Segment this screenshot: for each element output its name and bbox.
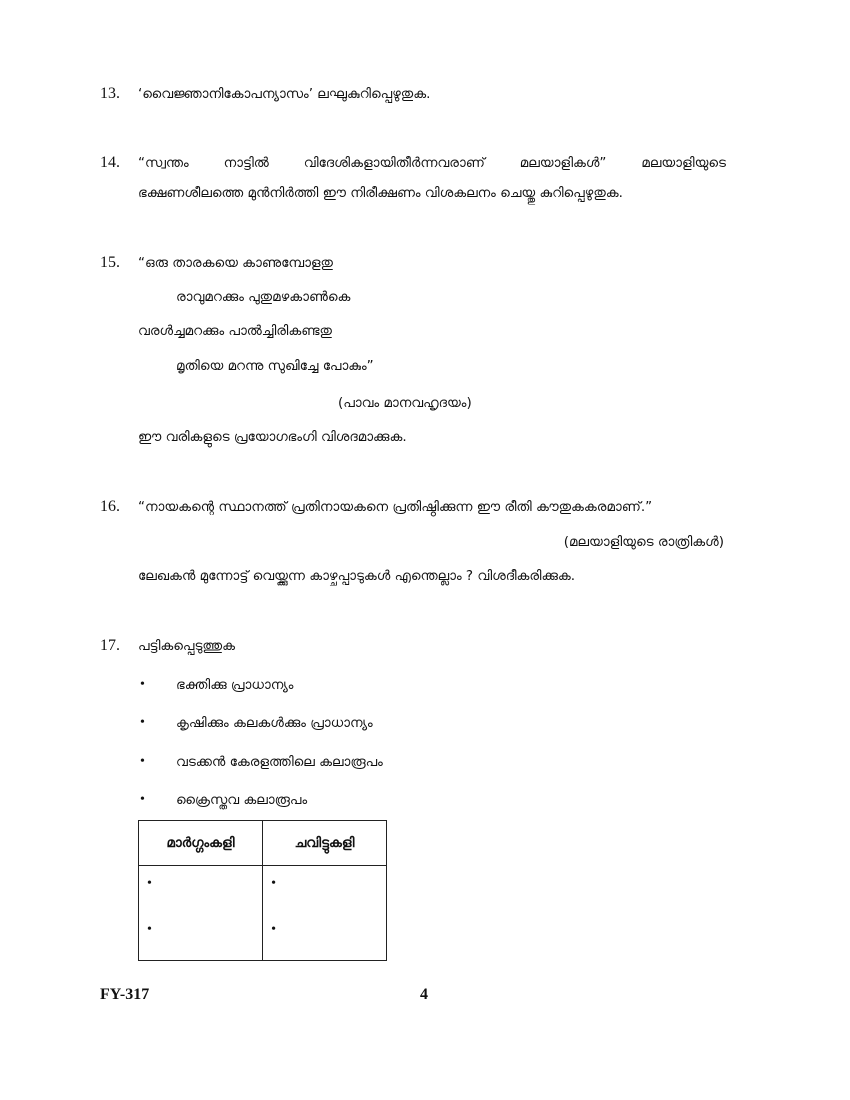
q17-item-1: ഭക്തിക്കു പ്രാധാന്യം bbox=[176, 677, 294, 693]
q15-poem-line1: “ഒരു താരകയെ കാണുമ്പോളതു bbox=[138, 255, 333, 271]
q14-line1 bbox=[138, 155, 726, 171]
q15-poem-line4: മൃതിയെ മറന്നു സുഖിച്ചേ പോകും” bbox=[176, 358, 374, 374]
q16-quote: “നായകന്റെ സ്ഥാനത്ത് പ്രതിനായകനെ പ്രതിഷ്ഠിക്കുന്ന ഈ രീതി കൗതുകകരമാണ്.” bbox=[138, 499, 653, 515]
table-row bbox=[139, 866, 387, 961]
q16-source: (മലയാളിയുടെ രാത്രികൾ) bbox=[563, 534, 724, 550]
q17-answer-table bbox=[138, 820, 387, 961]
q16-number: 16. bbox=[100, 498, 120, 515]
q14-word-1: “സ്വന്തം bbox=[138, 155, 189, 171]
table-header-chavittukali: ചവിട്ടുകളി bbox=[263, 821, 387, 866]
footer-page-number: 4 bbox=[420, 986, 428, 1003]
q17-item-2: കൃഷിക്കും കലകൾക്കും പ്രാധാന്യം bbox=[176, 715, 373, 731]
table-cell-bullet: • bbox=[147, 876, 152, 891]
q14-word-2: നാട്ടിൽ bbox=[223, 155, 269, 171]
table-cell-bullet: • bbox=[271, 922, 276, 937]
table-cell-bullet: • bbox=[147, 922, 152, 937]
footer-code: FY-317 bbox=[100, 986, 150, 1003]
q17-number: 17. bbox=[100, 637, 120, 654]
q17-bullet-4: • bbox=[140, 792, 145, 807]
q14-word-3: വിദേശികളായിതീർന്നവരാണ് bbox=[303, 155, 485, 171]
q13-text: ‘വൈജ്ഞാനികോപന്യാസം’ ലഘുകുറിപ്പെഴുതുക. bbox=[138, 86, 431, 102]
q15-source: (പാവം മാനവഹൃദയം) bbox=[338, 395, 472, 411]
q17-bullet-1: • bbox=[140, 677, 145, 692]
q17-item-4: ക്രൈസ്തവ കലാരൂപം bbox=[176, 792, 308, 808]
table-header-row bbox=[139, 821, 387, 866]
q15-poem-line2: രാവുമറക്കും പുതുമഴകാൺകെ bbox=[176, 289, 351, 305]
q14-line2: ഭക്ഷണശീലത്തെ മുൻനിർത്തി ഈ നിരീക്ഷണം വിശകലനം ചെയ്തു കുറിപ്പെഴുതുക. bbox=[138, 185, 623, 201]
q15-poem-line3: വരൾച്ചമറക്കും പാൽച്ചിരികണ്ടതു bbox=[138, 323, 332, 339]
q17-bullet-3: • bbox=[140, 754, 145, 769]
table-cell-margamkali bbox=[139, 866, 263, 961]
q13-number: 13. bbox=[100, 85, 120, 102]
q14-word-5: മലയാളിയുടെ bbox=[641, 155, 726, 171]
table-cell-bullet: • bbox=[271, 876, 276, 891]
q15-question: ഈ വരികളുടെ പ്രയോഗഭംഗി വിശദമാക്കുക. bbox=[138, 429, 407, 445]
q17-title: പട്ടികപ്പെടുത്തുക bbox=[138, 638, 235, 654]
table-cell-chavittukali bbox=[263, 866, 387, 961]
q16-question: ലേഖകൻ മുന്നോട്ട് വെയ്ക്കുന്ന കാഴ്ചപ്പാടുകൾ എന്തെല്ലാം ? വിശദീകരിക്കുക. bbox=[138, 568, 576, 584]
q14-number: 14. bbox=[100, 154, 120, 171]
q17-item-3: വടക്കൻ കേരളത്തിലെ കലാരൂപം bbox=[176, 754, 383, 770]
q15-number: 15. bbox=[100, 254, 120, 271]
q14-word-4: മലയാളികൾ” bbox=[519, 155, 607, 171]
table-header-margamkali: മാർഗ്ഗംകളി bbox=[139, 821, 263, 866]
q17-bullet-2: • bbox=[140, 715, 145, 730]
